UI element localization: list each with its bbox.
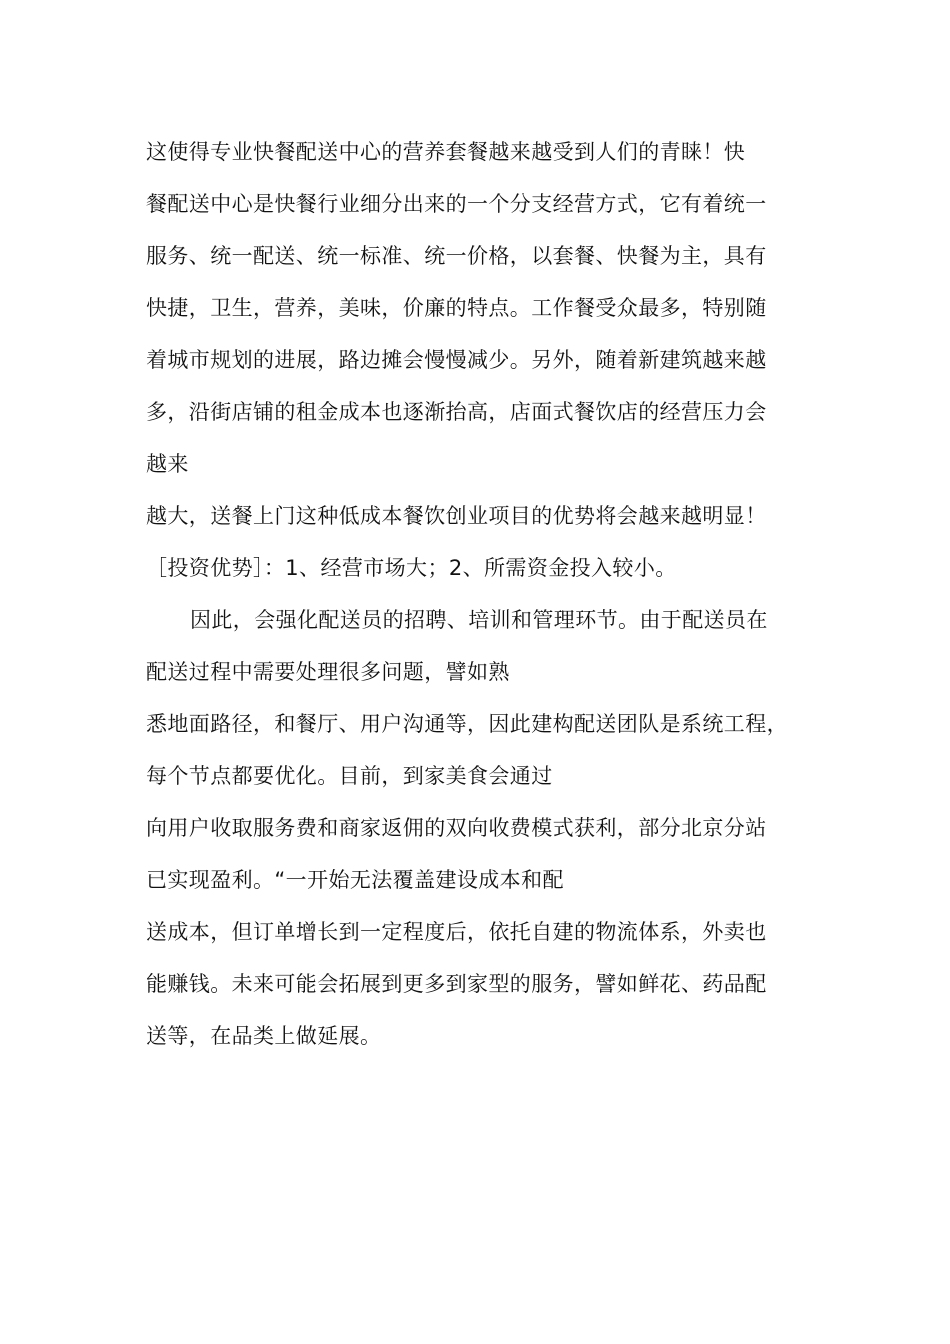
text-line: 送等，在品类上做延展。 xyxy=(146,1024,382,1048)
text-line: 快捷，卫生，营养，美味，价廉的特点。工作餐受众最多，特别随 xyxy=(146,296,767,320)
text-line: 悉地面路径，和餐厅、用户沟通等，因此建构配送团队是系统工程， xyxy=(146,712,788,736)
text-line: 服务、统一配送、统一标准、统一价格，以套餐、快餐为主，具有 xyxy=(146,244,767,268)
document-body xyxy=(146,132,846,1068)
text-line: ［投资优势］：1、经营市场大；2、所需资金投入较小。 xyxy=(146,556,677,580)
text-line: 多，沿街店铺的租金成本也逐渐抬高，店面式餐饮店的经营压力会 xyxy=(146,400,767,424)
text-line: 送成本，但订单增长到一定程度后，依托自建的物流体系，外卖也 xyxy=(146,920,767,944)
text-line: 能赚钱。未来可能会拓展到更多到家型的服务，譬如鲜花、药品配 xyxy=(146,972,767,996)
text-line: 已实现盈利。“一开始无法覆盖建设成本和配 xyxy=(146,868,564,892)
text-line: 向用户收取服务费和商家返佣的双向收费模式获利，部分北京分站 xyxy=(146,816,767,840)
text-line: 越来 xyxy=(146,452,189,476)
text-line: 餐配送中心是快餐行业细分出来的一个分支经营方式，它有着统一 xyxy=(146,192,767,216)
text-line: 着城市规划的进展，路边摊会慢慢减少。另外，随着新建筑越来越 xyxy=(146,348,767,372)
text-line: 配送过程中需要处理很多问题，譬如熟 xyxy=(146,660,510,684)
text-line: 越大，送餐上门这种低成本餐饮创业项目的优势将会越来越明显！ xyxy=(146,504,767,528)
paragraph-start-line: 因此，会强化配送员的招聘、培训和管理环节。由于配送员在 xyxy=(190,608,768,632)
text-line: 每个节点都要优化。目前，到家美食会通过 xyxy=(146,764,553,788)
text-line: 这使得专业快餐配送中心的营养套餐越来越受到人们的青睐！快 xyxy=(146,140,746,164)
